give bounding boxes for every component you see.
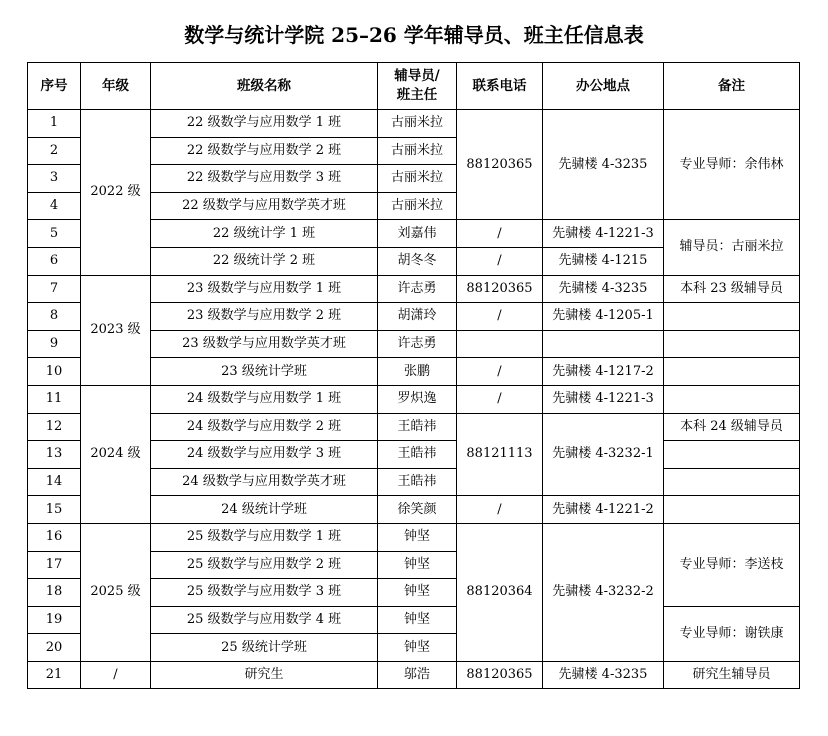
header-counselor-line2: 班主任 <box>396 87 438 103</box>
cell-counselor: 古丽米拉 <box>378 165 457 193</box>
cell-seq: 21 <box>28 661 81 689</box>
cell-counselor: 王皓祎 <box>378 441 457 469</box>
cell-seq: 1 <box>28 110 81 138</box>
header-notes: 备注 <box>664 63 800 110</box>
cell-class: 23 级数学与应用数学 2 班 <box>151 303 378 331</box>
cell-class: 22 级统计学 2 班 <box>151 247 378 275</box>
cell-seq: 10 <box>28 358 81 386</box>
cell-counselor: 张鹏 <box>378 358 457 386</box>
cell-seq: 4 <box>28 192 81 220</box>
cell-notes-empty <box>664 358 800 386</box>
cell-counselor: 钟坚 <box>378 551 457 579</box>
cell-class: 24 级数学与应用数学 1 班 <box>151 385 378 413</box>
cell-office: 先骕楼 4-3232-1 <box>543 413 664 496</box>
cell-class: 22 级数学与应用数学 1 班 <box>151 110 378 138</box>
table-row <box>28 661 800 689</box>
cell-counselor: 古丽米拉 <box>378 192 457 220</box>
cell-counselor: 邬浩 <box>378 661 457 689</box>
cell-phone: / <box>457 247 543 275</box>
cell-counselor: 钟坚 <box>378 606 457 634</box>
cell-class: 25 级统计学班 <box>151 634 378 662</box>
cell-seq: 11 <box>28 385 81 413</box>
cell-counselor: 许志勇 <box>378 330 457 358</box>
table-row <box>28 110 800 138</box>
cell-grade: 2022 级 <box>81 110 151 276</box>
table-row <box>28 275 800 303</box>
cell-notes-empty <box>664 303 800 331</box>
cell-grade: 2025 级 <box>81 523 151 661</box>
cell-notes: 本科 23 级辅导员 <box>664 275 800 303</box>
cell-counselor: 徐笑颜 <box>378 496 457 524</box>
cell-seq: 3 <box>28 165 81 193</box>
cell-phone: 88121113 <box>457 413 543 496</box>
cell-counselor: 许志勇 <box>378 275 457 303</box>
cell-seq: 5 <box>28 220 81 248</box>
header-office: 办公地点 <box>543 63 664 110</box>
cell-office: 先骕楼 4-1221-3 <box>543 385 664 413</box>
cell-grade: 2024 级 <box>81 385 151 523</box>
cell-class: 24 级数学与应用数学 3 班 <box>151 441 378 469</box>
cell-office: 先骕楼 4-1205-1 <box>543 303 664 331</box>
cell-grade: 2023 级 <box>81 275 151 385</box>
cell-seq: 20 <box>28 634 81 662</box>
cell-office: 先骕楼 4-3235 <box>543 661 664 689</box>
cell-office: 先骕楼 4-3235 <box>543 110 664 220</box>
cell-class: 25 级数学与应用数学 3 班 <box>151 579 378 607</box>
cell-counselor: 王皓祎 <box>378 413 457 441</box>
cell-seq: 13 <box>28 441 81 469</box>
cell-notes: 本科 24 级辅导员 <box>664 413 800 441</box>
cell-seq: 8 <box>28 303 81 331</box>
cell-class: 22 级数学与应用数学英才班 <box>151 192 378 220</box>
cell-notes-empty <box>664 385 800 413</box>
cell-class: 23 级数学与应用数学英才班 <box>151 330 378 358</box>
cell-class: 24 级数学与应用数学 2 班 <box>151 413 378 441</box>
page-title: 数学与统计学院 25–26 学年辅导员、班主任信息表 <box>184 23 644 47</box>
cell-office: 先骕楼 4-3232-2 <box>543 523 664 661</box>
cell-phone: / <box>457 220 543 248</box>
cell-office: 先骕楼 4-3235 <box>543 275 664 303</box>
cell-office-empty <box>543 330 664 358</box>
cell-counselor: 古丽米拉 <box>378 110 457 138</box>
cell-phone: 88120365 <box>457 110 543 220</box>
cell-counselor: 古丽米拉 <box>378 137 457 165</box>
cell-phone: / <box>457 385 543 413</box>
cell-class: 23 级统计学班 <box>151 358 378 386</box>
cell-seq: 19 <box>28 606 81 634</box>
cell-phone: / <box>457 496 543 524</box>
cell-seq: 16 <box>28 523 81 551</box>
cell-seq: 6 <box>28 247 81 275</box>
cell-counselor: 钟坚 <box>378 523 457 551</box>
cell-seq: 9 <box>28 330 81 358</box>
cell-office: 先骕楼 4-1221-2 <box>543 496 664 524</box>
cell-counselor: 罗炽逸 <box>378 385 457 413</box>
header-class-name: 班级名称 <box>151 63 378 110</box>
cell-notes: 专业导师：李送枝 <box>664 523 800 606</box>
cell-seq: 18 <box>28 579 81 607</box>
cell-office: 先骕楼 4-1217-2 <box>543 358 664 386</box>
header-phone: 联系电话 <box>457 63 543 110</box>
cell-counselor: 胡潇玲 <box>378 303 457 331</box>
cell-phone: / <box>457 358 543 386</box>
cell-class: 24 级统计学班 <box>151 496 378 524</box>
table-row <box>28 385 800 413</box>
cell-seq: 17 <box>28 551 81 579</box>
cell-class: 23 级数学与应用数学 1 班 <box>151 275 378 303</box>
cell-notes: 辅导员：古丽米拉 <box>664 220 800 275</box>
header-counselor-line1: 辅导员/ <box>394 68 440 84</box>
cell-phone-empty <box>457 330 543 358</box>
cell-class: 22 级数学与应用数学 3 班 <box>151 165 378 193</box>
cell-counselor: 王皓祎 <box>378 468 457 496</box>
cell-office: 先骕楼 4-1221-3 <box>543 220 664 248</box>
cell-phone: 88120365 <box>457 661 543 689</box>
cell-seq: 12 <box>28 413 81 441</box>
cell-grade: / <box>81 661 151 689</box>
cell-phone: 88120364 <box>457 523 543 661</box>
cell-seq: 7 <box>28 275 81 303</box>
cell-counselor: 钟坚 <box>378 579 457 607</box>
cell-class: 22 级数学与应用数学 2 班 <box>151 137 378 165</box>
cell-class: 25 级数学与应用数学 4 班 <box>151 606 378 634</box>
cell-notes: 专业导师：谢铁康 <box>664 606 800 661</box>
cell-notes-empty <box>664 330 800 358</box>
header-row <box>28 63 800 110</box>
cell-counselor: 胡冬冬 <box>378 247 457 275</box>
cell-seq: 14 <box>28 468 81 496</box>
header-seq: 序号 <box>28 63 81 110</box>
cell-seq: 2 <box>28 137 81 165</box>
header-grade: 年级 <box>81 63 151 110</box>
cell-class: 研究生 <box>151 661 378 689</box>
cell-notes-empty <box>664 468 800 496</box>
cell-phone: / <box>457 303 543 331</box>
cell-class: 25 级数学与应用数学 1 班 <box>151 523 378 551</box>
cell-notes: 研究生辅导员 <box>664 661 800 689</box>
cell-counselor: 刘嘉伟 <box>378 220 457 248</box>
table-row <box>28 523 800 551</box>
cell-notes: 专业导师：余伟林 <box>664 110 800 220</box>
cell-notes-empty <box>664 441 800 469</box>
cell-office: 先骕楼 4-1215 <box>543 247 664 275</box>
header-counselor <box>378 63 457 110</box>
info-table <box>27 62 800 689</box>
cell-counselor: 钟坚 <box>378 634 457 662</box>
cell-class: 22 级统计学 1 班 <box>151 220 378 248</box>
cell-phone: 88120365 <box>457 275 543 303</box>
cell-class: 24 级数学与应用数学英才班 <box>151 468 378 496</box>
cell-class: 25 级数学与应用数学 2 班 <box>151 551 378 579</box>
cell-notes-empty <box>664 496 800 524</box>
cell-seq: 15 <box>28 496 81 524</box>
